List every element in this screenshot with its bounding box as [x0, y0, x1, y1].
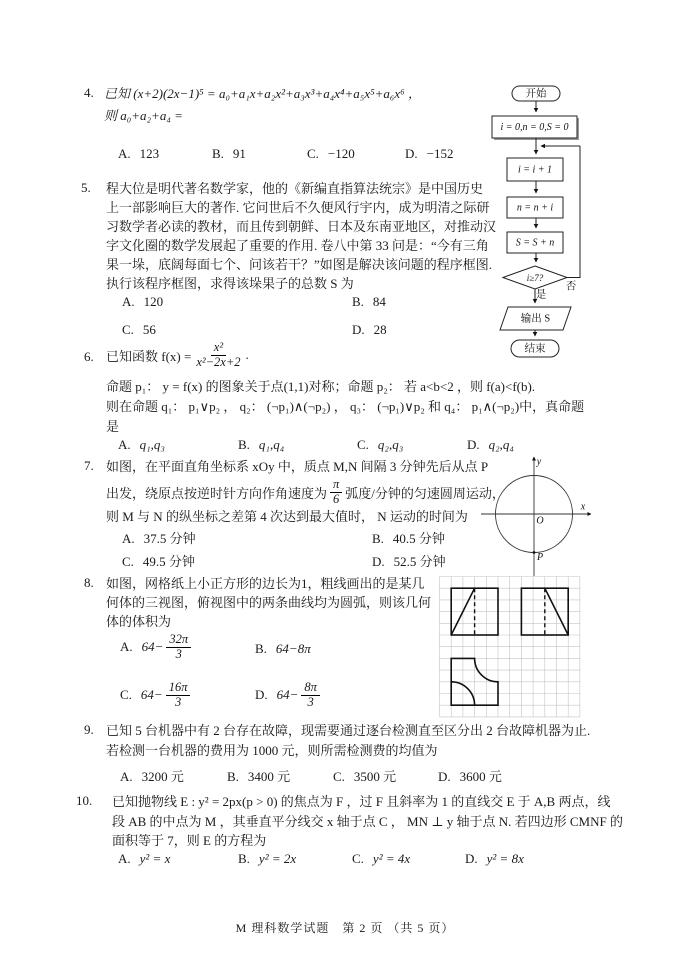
- option-label: C.: [122, 322, 134, 337]
- q7-option-b: [372, 528, 445, 547]
- q9-line-2: 若检测一台机器的费用为 1000 元，则所需检测费的均值为: [106, 743, 438, 758]
- point-p-dot: [533, 551, 536, 554]
- option-label: C.: [357, 437, 369, 452]
- q7-line-1: 如图，在平面直角坐标系 xOy 中，质点 M,N 间隔 3 分钟先后从点 P: [106, 459, 489, 474]
- option-value: −120: [327, 146, 355, 161]
- option-value: 3200 元: [141, 769, 184, 784]
- q8-line-1: 如图，网格纸上小正方形的边长为1，粗线画出的是某几: [106, 576, 425, 591]
- option-value-prefix: 64−: [141, 639, 164, 654]
- option-label: D.: [405, 146, 418, 161]
- fraction: [194, 341, 242, 370]
- option-value: 3500 元: [353, 769, 397, 784]
- option-label: C.: [120, 687, 132, 702]
- q5-option-c: [122, 322, 156, 338]
- q6-formula-intro: 已知函数 f(x) =: [106, 348, 192, 364]
- option-value: 3400 元: [247, 769, 291, 784]
- option-label: D.: [372, 554, 385, 569]
- fraction-numerator: x²: [211, 341, 226, 356]
- option-label: C.: [352, 851, 364, 866]
- flow-output-label: 输出 S: [520, 313, 551, 325]
- option-label: A.: [120, 769, 133, 784]
- q10-line-1: 已知抛物线 E : y² = 2px(p > 0) 的焦点为 F ，过 F 且斜率为 1 的直线交 E 于 A,B 两点，线: [112, 794, 611, 809]
- q8-number: 8.: [84, 575, 94, 590]
- x-axis-label: x: [580, 501, 586, 513]
- flow-end-label: 结束: [524, 343, 546, 355]
- fraction-numerator: 16π: [166, 681, 191, 696]
- option-label: D.: [352, 322, 365, 337]
- option-label: A.: [118, 851, 131, 866]
- q8-option-d: [255, 680, 323, 710]
- option-value: 3600 元: [459, 769, 502, 784]
- option-value: −152: [426, 146, 454, 161]
- option-label: C.: [122, 554, 134, 569]
- q6-option-c: [357, 437, 403, 453]
- q9-option-b: [227, 766, 290, 785]
- page-footer: M 理科数学试题 第 2 页 （共 5 页）: [235, 921, 455, 935]
- q10-option-c: [352, 851, 410, 867]
- option-value: q₂,q₃: [377, 437, 404, 452]
- option-value: q₁,q₃: [139, 437, 165, 452]
- q8-line-2: 何体的三视图，俯视图中的两条曲线均为圆弧，则该几何: [106, 595, 432, 610]
- q6-line-4: 是: [106, 419, 120, 434]
- fraction-denominator: 3: [307, 694, 314, 709]
- option-value: q₁,q₄: [258, 437, 285, 452]
- option-value: 56: [142, 322, 156, 337]
- flow-step1-label: i = i + 1: [517, 164, 553, 176]
- q6-number: 6.: [84, 349, 94, 364]
- fraction: [166, 681, 191, 710]
- q9-option-c: [333, 766, 396, 785]
- option-value: q₂,q₄: [488, 437, 514, 452]
- q7-option-c: [122, 551, 195, 570]
- option-label: B.: [255, 641, 267, 656]
- option-label: A.: [122, 531, 135, 546]
- option-value: 28: [373, 322, 387, 337]
- q4-line-1: 已知 (x+2)(2x−1)⁵ = a₀+a₁x+a₂x²+a₃x³+a₄x⁴+a₅x⁵+a₆x⁶ ，: [104, 86, 421, 101]
- q10-number: 10.: [76, 793, 93, 808]
- three-view-figure: [439, 576, 581, 718]
- q4-option-a: [118, 146, 159, 162]
- q5-number: 5.: [81, 180, 91, 195]
- option-value: 64−8π: [275, 641, 311, 656]
- option-value-prefix: 64−: [276, 687, 299, 702]
- option-value: 120: [143, 294, 164, 309]
- option-value-prefix: 64−: [140, 687, 163, 702]
- q10-line-3: 面积等于 7，则 E 的方程为: [112, 833, 267, 848]
- option-value: y² = x: [139, 851, 171, 866]
- option-value: 84: [372, 294, 386, 309]
- option-label: A.: [120, 639, 133, 654]
- flow-start-label: 开始: [525, 88, 547, 100]
- option-value: 40.5 分钟: [392, 531, 445, 546]
- option-label: B.: [238, 437, 250, 452]
- fraction: [330, 478, 342, 507]
- q5-line-6: 执行该程序框图，求得该垛果子的总数 S 为: [106, 276, 354, 291]
- grid-lines: [440, 577, 580, 717]
- q5-line-5: 果一垛，底阔每面七个、问该若干？”如图是解决该问题的程序框图.: [106, 257, 493, 272]
- q9-line-1: 已知 5 台机器中有 2 台存在故障，现需要通过逐台检测直至区分出 2 台故障机器为止.: [106, 723, 591, 738]
- fraction: [166, 633, 191, 662]
- q6-line-2: 命题 p₁： y = f(x) 的图象关于点(1,1)对称；命题 p₂： 若 a<b<2 ，则 f(a)<f(b).: [106, 379, 536, 394]
- q9-option-a: [120, 766, 184, 785]
- flow-step2-label: n = n + i: [516, 202, 554, 214]
- option-label: C.: [307, 146, 319, 161]
- q10-option-b: [238, 851, 296, 867]
- option-value: y² = 8x: [486, 851, 524, 866]
- q4-option-c: [307, 146, 355, 162]
- q5-line-1: 程大位是明代著名数学家，他的《新编直指算法统宗》是中国历史: [106, 181, 484, 196]
- option-label: A.: [122, 294, 135, 309]
- point-p-label: P: [536, 552, 544, 563]
- q5-option-b: [352, 294, 386, 310]
- q7-line-2: [106, 477, 505, 507]
- q8-line-3: 体的体积为: [106, 614, 172, 629]
- q7-option-a: [122, 528, 196, 547]
- q6-formula-tail: .: [245, 347, 249, 362]
- flow-no-label: 否: [565, 281, 577, 292]
- option-value: 123: [139, 146, 160, 161]
- circle-figure: [476, 448, 601, 580]
- option-label: B.: [352, 294, 364, 309]
- q7-line2-pre: 出发，绕原点按逆时针方向作角速度为: [106, 485, 328, 501]
- q4-option-b: [212, 146, 246, 162]
- fraction-numerator: 32π: [166, 633, 191, 648]
- q5-line-4: 字文化圈的数学发展起了重要的作用. 卷八中第 33 问是：“今有三角: [106, 238, 489, 253]
- y-axis-label: y: [536, 456, 542, 468]
- option-label: B.: [212, 146, 224, 161]
- fraction-denominator: x²−2x+2: [196, 354, 241, 369]
- q6-option-b: [238, 437, 284, 453]
- origin-label: O: [536, 515, 544, 527]
- flow-yes-label: 是: [535, 289, 547, 301]
- fraction-denominator: 3: [175, 646, 182, 661]
- option-label: D.: [465, 851, 478, 866]
- q8-option-b: [255, 641, 311, 657]
- q10-option-a: [118, 851, 170, 867]
- q5-option-a: [122, 294, 163, 310]
- q6-line-3: 则在命题 q₁： p₁∨p₂ ， q₂： (¬p₁)∧(¬p₂) ， q₃： (¬p₁)∨p₂ 和 q₄： p₁∧(¬p₂)中，真命题: [106, 399, 585, 414]
- q6-formula: [106, 338, 249, 372]
- q10-option-d: [465, 851, 524, 867]
- option-label: D.: [438, 769, 451, 784]
- option-label: A.: [118, 146, 131, 161]
- q9-option-d: [438, 766, 502, 785]
- flow-step3-label: S = S + n: [515, 237, 555, 249]
- option-label: B.: [227, 769, 239, 784]
- q4-line-2: 则 a₀+a₂+a₄ =: [104, 108, 183, 123]
- fraction-denominator: 6: [333, 491, 340, 506]
- q5-line-2: 上一部影响巨大的著作. 它问世后不久便风行宇内，成为明清之际研: [106, 200, 490, 215]
- option-value: y² = 4x: [372, 851, 411, 866]
- q7-line2-post: 弧度/分钟的匀速圆周运动，: [345, 485, 505, 501]
- option-value: y² = 2x: [258, 851, 297, 866]
- flowchart-figure: [485, 82, 595, 374]
- fraction: [301, 681, 320, 710]
- q4-number: 4.: [84, 85, 94, 100]
- q8-option-a: [120, 632, 194, 662]
- q8-option-c: [120, 680, 193, 710]
- fraction-numerator: π: [330, 478, 342, 493]
- option-label: D.: [467, 437, 480, 452]
- q5-option-d: [352, 322, 387, 338]
- q10-line-2: 段 AB 的中点为 M ，其垂直平分线交 x 轴于点 C ， MN ⊥ y 轴于点 N. 若四边形 CMNF 的: [112, 814, 623, 829]
- q6-option-a: [118, 437, 165, 453]
- option-value: 52.5 分钟: [393, 554, 446, 569]
- option-value: 49.5 分钟: [142, 554, 195, 569]
- flow-condition-label: i≥7?: [526, 273, 544, 283]
- option-label: B.: [238, 851, 250, 866]
- q5-line-3: 习数学者必读的教材，而且传到朝鲜、日本及东南亚地区，对推动汉: [106, 219, 497, 234]
- option-label: D.: [255, 687, 268, 702]
- fraction-denominator: 3: [174, 694, 182, 709]
- q7-line-3: 则 M 与 N 的纵坐标之差第 4 次达到最大值时， N 运动的时间为: [106, 509, 468, 524]
- option-label: B.: [372, 531, 384, 546]
- flow-loop-line: [567, 146, 580, 278]
- option-value: 37.5 分钟: [143, 531, 196, 546]
- q7-number: 7.: [84, 458, 94, 473]
- q7-option-d: [372, 551, 446, 570]
- option-label: C.: [333, 769, 345, 784]
- option-label: A.: [118, 437, 131, 452]
- fraction-numerator: 8π: [301, 681, 320, 696]
- q4-option-d: [405, 146, 453, 162]
- option-value: 91: [232, 146, 246, 161]
- flow-init-label: i = 0,n = 0,S = 0: [500, 122, 569, 133]
- q9-number: 9.: [84, 722, 94, 737]
